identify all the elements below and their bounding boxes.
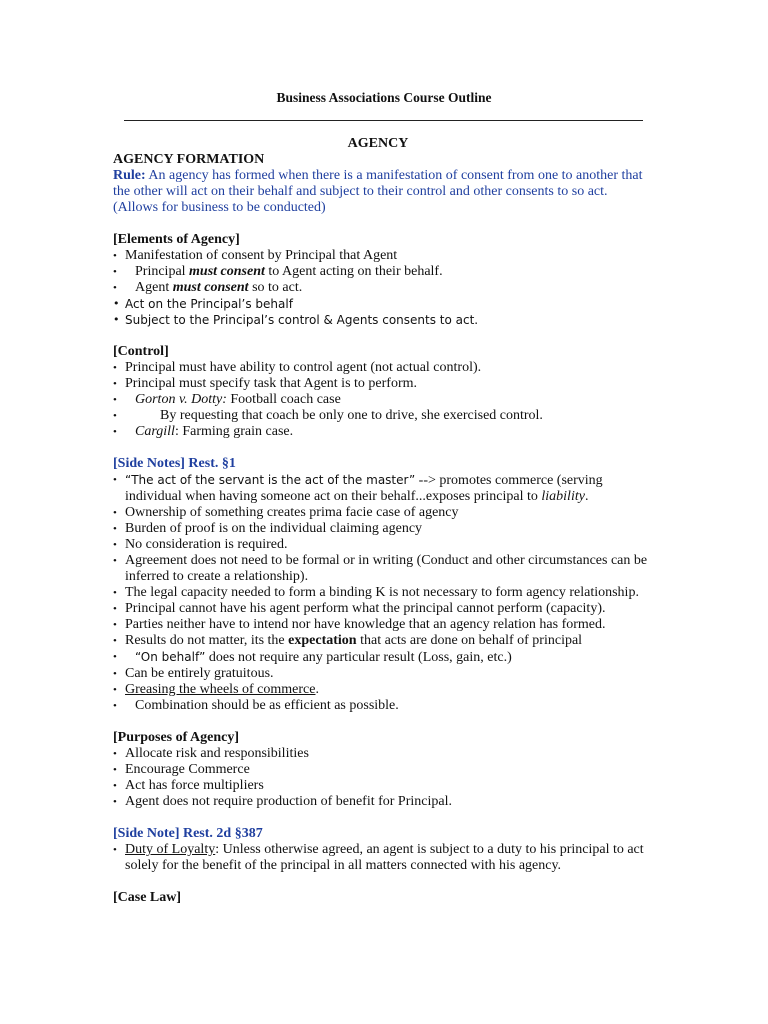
list-item: • “On behalf” does not require any particular result (Loss, gain, etc.) (113, 649, 653, 666)
list-item: • Parties neither have to intend nor have knowledge that an agency relation has formed. (113, 617, 653, 633)
side-notes-heading: [Side Notes] Rest. §1 (113, 456, 236, 471)
list-item: • Can be entirely gratuitous. (113, 666, 653, 682)
list-item: • Subject to the Principal’s control & Agents consents to act. (113, 312, 653, 328)
list-item: • Burden of proof is on the individual claiming agency (113, 521, 653, 537)
list-item: • Act on the Principal’s behalf (113, 296, 653, 312)
list-item: • Act has force multipliers (113, 778, 653, 794)
main-heading: AGENCY (347, 136, 409, 151)
document-title: Business Associations Course Outline (276, 90, 492, 105)
list-item: • Principal cannot have his agent perform what the principal cannot perform (capacity). (113, 601, 653, 617)
side-note-list (113, 842, 653, 874)
list-item: • The legal capacity needed to form a binding K is not necessary to form agency relationship. (113, 585, 653, 601)
case-law-heading: [Case Law] (113, 890, 182, 905)
rule-label: Rule: (113, 168, 146, 183)
list-item: • Encourage Commerce (113, 762, 653, 778)
section-heading: AGENCY FORMATION (113, 152, 265, 167)
list-item: • Agreement does not need to be formal or in writing (Conduct and other circumstances can be inferred to create a relationship). (113, 553, 653, 585)
list-item: • Gorton v. Dotty: Football coach case (113, 392, 653, 408)
list-item: • Greasing the wheels of commerce. (113, 682, 653, 698)
rule-paragraph (113, 168, 653, 216)
list-item: • “The act of the servant is the act of the master” --> promotes commerce (serving individual when having someone act on their behalf...exposes principal to liability. (113, 472, 653, 505)
list-item: • Manifestation of consent by Principal that Agent (113, 248, 653, 264)
list-item: • No consideration is required. (113, 537, 653, 553)
control-list (113, 360, 653, 440)
list-item: • By requesting that coach be only one to drive, she exercised control. (113, 408, 653, 424)
side-notes-list (113, 472, 653, 714)
list-item: • Duty of Loyalty: Unless otherwise agreed, an agent is subject to a duty to his principal to act solely for the benefit of the principal in all matters connected with his agency. (113, 842, 653, 874)
side-note-heading: [Side Note] Rest. 2d §387 (113, 826, 263, 841)
list-item: • Ownership of something creates prima facie case of agency (113, 505, 653, 521)
purposes-heading: [Purposes of Agency] (113, 730, 239, 745)
list-item: • Combination should be as efficient as possible. (113, 698, 653, 714)
elements-list (113, 248, 653, 328)
list-item: • Agent must consent so to act. (113, 280, 653, 296)
list-item: • Cargill: Farming grain case. (113, 424, 653, 440)
horizontal-rule (124, 120, 643, 121)
list-item: • Agent does not require production of benefit for Principal. (113, 794, 653, 810)
list-item: • Principal must specify task that Agent is to perform. (113, 376, 653, 392)
rule-text: An agency has formed when there is a manifestation of consent from one to another that the other will act on their behalf and subject to their control and other consents to so act. (Allows for business to be conducted) (113, 168, 643, 215)
document-body (113, 136, 653, 906)
control-heading: [Control] (113, 344, 169, 359)
list-item: • Allocate risk and responsibilities (113, 746, 653, 762)
elements-heading: [Elements of Agency] (113, 232, 240, 247)
list-item: • Principal must consent to Agent acting on their behalf. (113, 264, 653, 280)
purposes-list (113, 746, 653, 810)
list-item: • Results do not matter, its the expectation that acts are done on behalf of principal (113, 633, 653, 649)
list-item: • Principal must have ability to control agent (not actual control). (113, 360, 653, 376)
